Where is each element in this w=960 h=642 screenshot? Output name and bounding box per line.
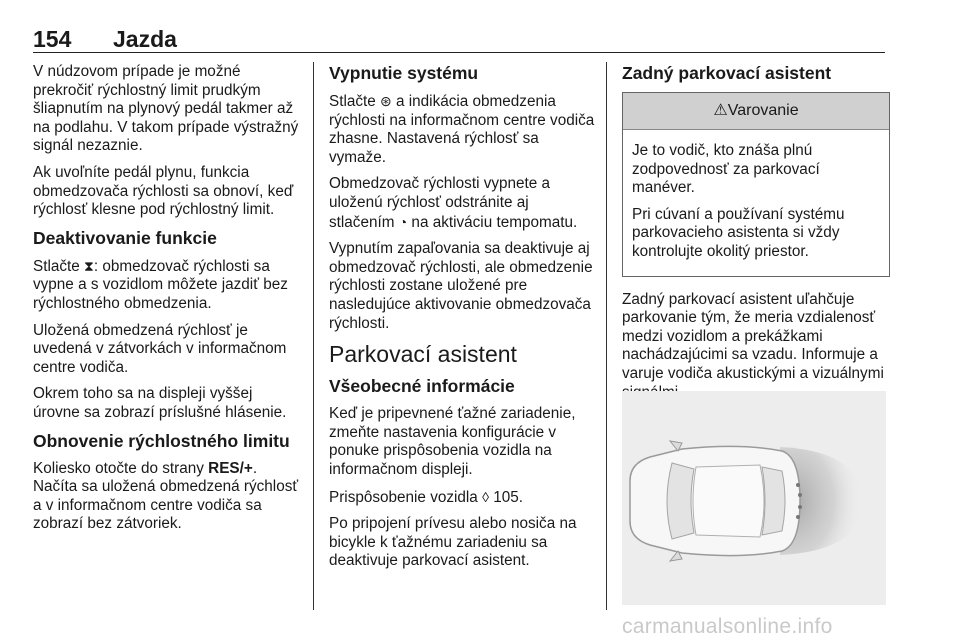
cruise-control-icon: ◔	[398, 213, 408, 230]
rear-sensor	[798, 505, 802, 509]
heading-parking-assist: Parkovací asistent	[329, 341, 517, 368]
heading-deactivate: Deaktivovanie funkcie	[33, 227, 217, 248]
text-segment: 105.	[488, 488, 524, 506]
text-segment: : obmedzovač rýchlosti sa vypne a s vozidlom môžete jazdiť bez rýchlostného obmedzenia.	[33, 257, 288, 312]
column-middle	[329, 63, 597, 579]
limiter-off-icon: ⧗	[84, 257, 94, 274]
chapter-title: Jazda	[113, 26, 177, 52]
rear-sensor	[796, 515, 800, 519]
column-left	[33, 63, 301, 542]
warning-box	[622, 92, 890, 277]
paragraph-trailer: Po pripojení prívesu alebo nosiča na bicykle k ťažnému zariadeniu sa deaktivuje parkovací asistent.	[329, 515, 577, 570]
text-segment: . Načíta sa uložená obmedzená rýchlosť a v informačnom centre vodiča sa zobrazí bez zátvoriek.	[33, 459, 299, 533]
column-divider-1	[313, 62, 314, 610]
text-segment: a indikácia obmedzenia rýchlosti na informačnom centre vodiča zhasne. Nastavená rýchlosť sa vymaže.	[329, 93, 595, 166]
heading-restore-limit: Obnovenie rýchlostného limitu	[33, 430, 290, 451]
paragraph-restore	[33, 460, 301, 534]
warning-paragraph-1: Je to vodič, kto znáša plnú zodpovednosť za parkovací manéver.	[632, 142, 820, 197]
car-top-view-icon	[622, 391, 886, 605]
car-windshield	[667, 463, 694, 539]
paragraph-cruise-control	[329, 175, 597, 232]
warning-icon: ⚠	[713, 102, 728, 119]
column-right	[622, 63, 890, 410]
heading-rear-parking-assist: Zadný parkovací asistent	[622, 63, 832, 83]
heading-switch-off: Vypnutie systému	[329, 63, 479, 83]
paragraph-release-pedal: Ak uvoľníte pedál plynu, funkcia obmedzovača rýchlosti sa obnoví, keď rýchlosť klesne pod rýchlostný limit.	[33, 163, 294, 219]
text-segment: Stlačte	[33, 257, 85, 275]
warning-body	[623, 130, 889, 276]
paragraph-stored-speed: Uložená obmedzená rýchlosť je uvedená v zátvorkách v informačnom centre vodiča.	[33, 321, 287, 376]
warning-paragraph-2: Pri cúvaní a používaní systému parkovacieho asistenta si vždy kontrolujte okolitý priestor.	[632, 205, 845, 260]
paragraph-display-message: Okrem toho sa na displeji vyššej úrovne sa zobrazí príslušné hlásenie.	[33, 385, 287, 421]
text-segment: na aktiváciu tempomatu.	[407, 213, 578, 231]
car-roof	[693, 465, 764, 537]
text-segment: Stlačte	[329, 93, 381, 110]
warning-header	[623, 93, 889, 130]
text-segment: Obmedzovač rýchlosti vypnete a uloženú rýchlosť odstránite aj stlačením	[329, 175, 551, 231]
paragraph-switch-off	[329, 92, 597, 167]
paragraph-deactivate	[33, 257, 301, 314]
page-header	[33, 24, 885, 54]
watermark: carmanualsonline.info	[622, 615, 833, 638]
rear-sensor	[798, 493, 802, 497]
car-rear-window	[762, 467, 785, 535]
text-segment: Koliesko otočte do strany	[33, 459, 209, 477]
column-divider-2	[606, 62, 607, 610]
paragraph-personalisation	[329, 488, 597, 508]
paragraph-ignition: Vypnutím zapaľovania sa deaktivuje aj obmedzovač rýchlosti, ale obmedzenie rýchlosti zostane uložené pre nasledujúce aktivovanie obmedzovača rýchlosti.	[329, 240, 593, 332]
text-segment: Prispôsobenie vozidla	[329, 488, 483, 506]
warning-title: Varovanie	[727, 102, 799, 119]
rear-sensor	[796, 483, 800, 487]
page-reference-icon: ◊	[482, 488, 489, 505]
paragraph-emergency: V núdzovom prípade je možné prekročiť rýchlostný limit prudkým šliapnutím na plynový pedál takmer až na podlahu. V takom prípade výstražný signál nezaznie.	[33, 63, 299, 155]
heading-general-info: Všeobecné informácie	[329, 376, 515, 397]
limiter-icon: ⊛	[380, 93, 392, 109]
res-plus-label: RES/+	[208, 459, 253, 477]
header-divider	[33, 52, 885, 53]
paragraph-tow-bar: Keď je pripevnené ťažné zariadenie, zmeňte nastavenia konfigurácie v ponuke prispôsobenia vozidla na informačnom displeji.	[329, 405, 576, 478]
parking-sensor-illustration	[622, 391, 886, 605]
page-number: 154	[33, 26, 72, 52]
paragraph-rear-assist: Zadný parkovací asistent uľahčuje parkovanie tým, že meria vzdialenosť medzi vozidlom a prekážkami nachádzajúcimi sa vzadu. Informuje a varuje vodiča akustickými a vizuálnymi	[622, 290, 884, 382]
